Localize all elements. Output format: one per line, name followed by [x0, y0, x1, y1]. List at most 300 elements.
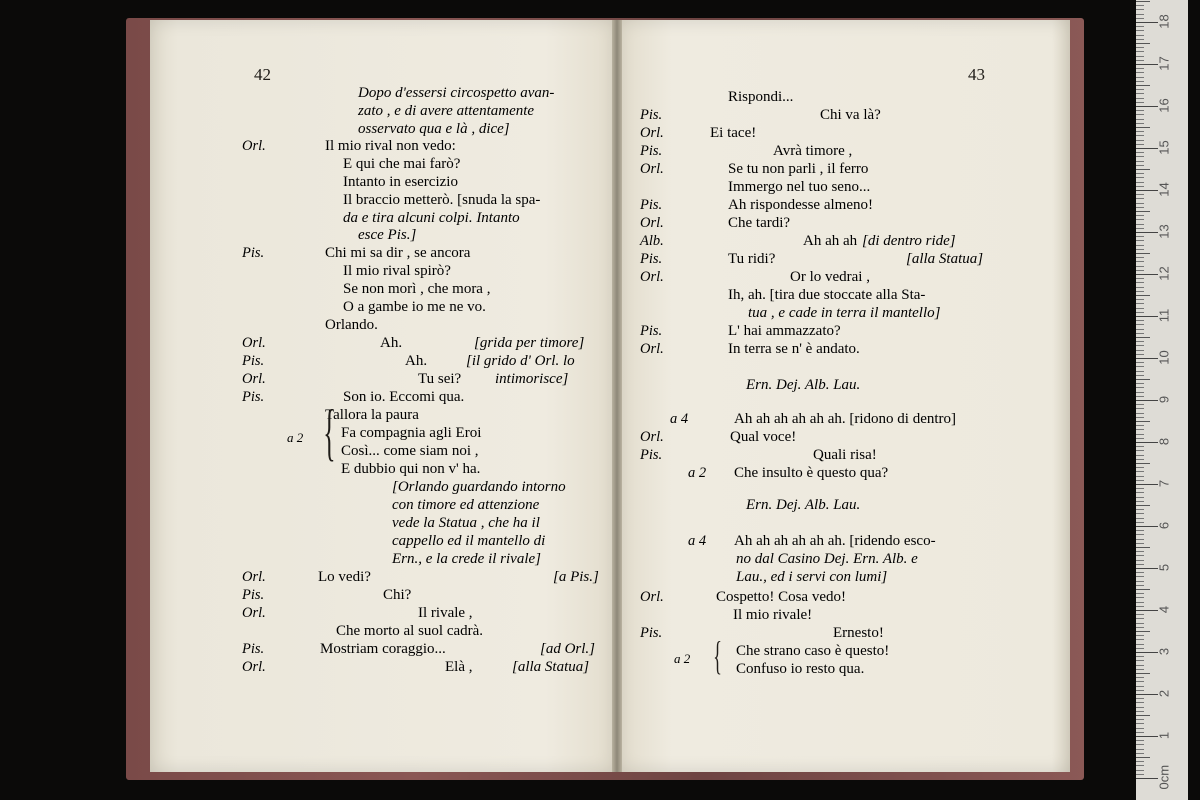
ruler-tick [1136, 497, 1144, 498]
ruler-tick [1136, 358, 1158, 359]
left-line-9: Chi mi sa dir , se ancora [325, 245, 471, 261]
ruler-number: 5 [1156, 563, 1172, 572]
ruler-tick [1136, 744, 1144, 745]
right-speaker-13: Pis. [640, 323, 663, 339]
ruler-tick [1136, 778, 1158, 779]
right-line-8: Ah ah ah [803, 233, 858, 249]
ruler-tick [1136, 749, 1144, 750]
left-line-2: osservato qua e là , dice] [358, 121, 510, 137]
left-line-17: Son io. Eccomi qua. [343, 389, 465, 405]
ruler-tick [1136, 585, 1144, 586]
ruler-number: 10 [1156, 350, 1172, 365]
left-stage-direction-31: [ad Orl.] [540, 641, 596, 657]
left-line-26: Ern., e la crede il rivale] [392, 551, 541, 567]
ruler-tick [1136, 610, 1158, 611]
ruler-tick [1136, 9, 1144, 10]
ruler-tick [1136, 207, 1144, 208]
left-line-13: Orlando. [325, 317, 378, 333]
left-speaker-9: Pis. [242, 245, 265, 261]
ruler-tick [1136, 644, 1144, 645]
left-line-15: Ah. [405, 353, 428, 369]
ruler-tick [1136, 429, 1144, 430]
ruler-tick [1136, 698, 1144, 699]
right-speaker-3: Pis. [640, 143, 663, 159]
ruler-tick [1136, 1, 1150, 2]
ruler-tick [1136, 110, 1144, 111]
ruler-tick [1136, 261, 1144, 262]
ruler-tick [1136, 156, 1144, 157]
ruler-tick [1136, 442, 1158, 443]
ruler-tick [1136, 568, 1158, 569]
ruler-tick [1136, 547, 1150, 548]
right-speaker-19: a 2 [688, 465, 707, 481]
left-line-1: zato , e di avere attentamente [358, 103, 535, 119]
ruler-tick [1136, 194, 1144, 195]
ruler-tick [1136, 320, 1144, 321]
ruler-tick [1136, 26, 1144, 27]
left-line-16: Tu sei? [418, 371, 462, 387]
ruler-tick [1136, 362, 1144, 363]
right-line-4: Se tu non parli , il ferro [728, 161, 869, 177]
ruler-tick [1136, 291, 1144, 292]
ruler-tick [1136, 81, 1144, 82]
left-speaker-15: Pis. [242, 353, 265, 369]
ruler-number: 0cm [1156, 764, 1172, 790]
right-line-13: L' hai ammazzato? [728, 323, 841, 339]
ruler-tick [1136, 421, 1150, 422]
ruler-tick [1136, 593, 1144, 594]
ruler-tick [1136, 190, 1158, 191]
right-line-12: tua , e cade in terra il mantello] [748, 305, 941, 321]
right-speaker-26: Pis. [640, 625, 663, 641]
ruler-tick [1136, 253, 1150, 254]
right-speaker-6: Pis. [640, 197, 663, 213]
ruler-tick [1136, 135, 1144, 136]
ruler-tick [1136, 765, 1144, 766]
ruler-tick [1136, 669, 1144, 670]
ruler-number: 8 [1156, 437, 1172, 446]
ruler-tick [1136, 375, 1144, 376]
left-line-3: Il mio rival non vedo: [325, 138, 456, 154]
ruler-tick [1136, 501, 1144, 502]
ruler-tick [1136, 144, 1144, 145]
ruler-tick [1136, 484, 1158, 485]
left-line-32: Elà , [445, 659, 473, 675]
right-speaker-21: a 4 [688, 533, 707, 549]
ruler-tick [1136, 173, 1144, 174]
right-speaker-8: Alb. [640, 233, 664, 249]
ruler-tick [1136, 488, 1144, 489]
ruler-tick [1136, 165, 1144, 166]
ruler-number: 1 [1156, 731, 1172, 740]
ruler-tick [1136, 400, 1158, 401]
ruler-tick [1136, 719, 1144, 720]
ruler-tick [1136, 47, 1144, 48]
right-speaker-14: Orl. [640, 341, 664, 357]
ruler-tick [1136, 526, 1158, 527]
ruler-tick [1136, 597, 1144, 598]
right-line-25: Il mio rivale! [733, 607, 813, 623]
ruler-tick [1136, 417, 1144, 418]
right-line-19: Che insulto è questo qua? [734, 465, 889, 481]
left-line-18: Tallora la paura [325, 407, 419, 423]
left-stage-direction-14: [grida per timore] [474, 335, 585, 351]
page-number-right: 43 [968, 65, 985, 84]
ruler-number: 18 [1156, 14, 1172, 29]
left-line-27: Lo vedi? [318, 569, 371, 585]
ruler-tick [1136, 240, 1144, 241]
ruler-tick [1136, 446, 1144, 447]
ruler-tick [1136, 106, 1158, 107]
ruler-tick [1136, 715, 1150, 716]
ruler-tick [1136, 85, 1150, 86]
left-line-11: Se non morì , che mora , [343, 281, 491, 297]
right-speaker-10: Orl. [640, 269, 664, 285]
left-line-12: O a gambe io me ne vo. [343, 299, 486, 315]
ruler-tick [1136, 408, 1144, 409]
ruler-tick [1136, 555, 1144, 556]
ruler-number: 6 [1156, 521, 1172, 530]
ruler-tick [1136, 392, 1144, 393]
ruler-tick [1136, 522, 1144, 523]
ruler-tick [1136, 618, 1144, 619]
left-stage-direction-16: intimorisce] [495, 371, 569, 387]
ruler-tick [1136, 341, 1144, 342]
left-stage-direction-32: [alla Statua] [512, 659, 590, 675]
ruler-tick [1136, 329, 1144, 330]
right-line-17: Qual voce! [730, 429, 797, 445]
right-line-22: no dal Casino Dej. Ern. Alb. e [736, 551, 918, 567]
right-line-27: Che strano caso è questo! [736, 643, 890, 659]
left-line-23: con timore ed attenzione [392, 497, 540, 513]
ruler-tick [1136, 459, 1144, 460]
right-speaker-24: Orl. [640, 589, 664, 605]
ruler-tick [1136, 245, 1144, 246]
ruler-tick [1136, 551, 1144, 552]
ruler-tick [1136, 89, 1144, 90]
ruler-tick [1136, 299, 1144, 300]
ruler-tick [1136, 728, 1144, 729]
ruler-tick [1136, 51, 1144, 52]
ruler-number: 15 [1156, 140, 1172, 155]
left-line-7: da e tira alcuni colpi. Intanto [343, 210, 520, 226]
ruler-tick [1136, 123, 1144, 124]
ruler-tick [1136, 602, 1144, 603]
ruler-tick [1136, 18, 1144, 19]
ruler-number: 12 [1156, 266, 1172, 281]
ruler-tick [1136, 308, 1144, 309]
right-speaker-1: Pis. [640, 107, 663, 123]
ruler-tick [1136, 639, 1144, 640]
ruler-tick [1136, 22, 1158, 23]
ruler-tick [1136, 177, 1144, 178]
ruler-tick [1136, 471, 1144, 472]
ruler-tick [1136, 324, 1144, 325]
ruler-tick [1136, 694, 1158, 695]
right-stage-direction-9: [alla Statua] [906, 251, 984, 267]
a2-label-right: a 2 [674, 651, 691, 666]
ruler-number: 4 [1156, 605, 1172, 614]
left-line-31: Mostriam coraggio... [320, 641, 446, 657]
left-line-22: [Orlando guardando intorno [392, 479, 566, 495]
page-number-left: 42 [254, 65, 271, 84]
ruler-tick [1136, 383, 1144, 384]
right-speaker-7: Orl. [640, 215, 664, 231]
ruler-tick [1136, 438, 1144, 439]
left-line-0: Dopo d'essersi circospetto avan- [358, 85, 555, 101]
ruler-tick [1136, 450, 1144, 451]
ruler-tick [1136, 186, 1144, 187]
ruler-tick [1136, 774, 1144, 775]
right-line-15: Ern. Dej. Alb. Lau. [746, 377, 861, 393]
ruler-tick [1136, 480, 1144, 481]
left-speaker-28: Pis. [242, 587, 265, 603]
ruler-tick [1136, 354, 1144, 355]
ruler-tick [1136, 274, 1158, 275]
ruler-tick [1136, 396, 1144, 397]
ruler-tick [1136, 518, 1144, 519]
left-speaker-31: Pis. [242, 641, 265, 657]
ruler-tick [1136, 543, 1144, 544]
book-gutter [612, 20, 622, 772]
left-line-28: Chi? [383, 587, 412, 603]
ruler-tick [1136, 148, 1158, 149]
ruler-number: 3 [1156, 647, 1172, 656]
right-speaker-2: Orl. [640, 125, 664, 141]
brace-left: { [323, 396, 336, 467]
left-speaker-3: Orl. [242, 138, 266, 154]
ruler-tick [1136, 198, 1144, 199]
right-speaker-16: a 4 [670, 411, 689, 427]
ruler-tick [1136, 30, 1144, 31]
left-line-4: E qui che mai farò? [343, 156, 461, 172]
left-line-25: cappello ed il mantello di [392, 533, 546, 549]
ruler-tick [1136, 606, 1144, 607]
right-stage-direction-8: [di dentro ride] [862, 233, 956, 249]
ruler-tick [1136, 589, 1150, 590]
ruler-tick [1136, 337, 1150, 338]
right-line-2: Ei tace! [710, 125, 757, 141]
ruler-tick [1136, 140, 1144, 141]
ruler-number: 11 [1156, 308, 1172, 323]
left-line-5: Intanto in esercizio [343, 174, 458, 190]
ruler-tick [1136, 761, 1144, 762]
ruler-tick [1136, 572, 1144, 573]
ruler-tick [1136, 98, 1144, 99]
right-line-14: In terra se n' è andato. [728, 341, 860, 357]
ruler-tick [1136, 39, 1144, 40]
ruler-tick [1136, 753, 1144, 754]
ruler-tick [1136, 295, 1150, 296]
ruler-tick [1136, 673, 1150, 674]
ruler-tick [1136, 677, 1144, 678]
ruler-tick [1136, 631, 1150, 632]
ruler-tick [1136, 623, 1144, 624]
right-line-18: Quali risa! [813, 447, 877, 463]
left-line-10: Il mio rival spirò? [343, 263, 451, 279]
ruler-tick [1136, 614, 1144, 615]
ruler-tick [1136, 119, 1144, 120]
ruler-tick [1136, 702, 1144, 703]
ruler-tick [1136, 102, 1144, 103]
ruler-tick [1136, 312, 1144, 313]
right-line-26: Ernesto! [833, 625, 884, 641]
ruler-tick [1136, 434, 1144, 435]
ruler-tick [1136, 5, 1144, 6]
right-line-28: Confuso io resto qua. [736, 661, 865, 677]
ruler-tick [1136, 266, 1144, 267]
ruler-tick [1136, 581, 1144, 582]
brace-right: { [713, 633, 722, 678]
left-line-6: Il braccio metterò. [snuda la spa- [343, 192, 541, 208]
ruler-tick [1136, 371, 1144, 372]
right-line-0: Rispondi... [728, 89, 794, 105]
ruler-tick [1136, 560, 1144, 561]
right-speaker-9: Pis. [640, 251, 663, 267]
left-line-30: Che morto al suol cadrà. [336, 623, 484, 639]
ruler-number: 17 [1156, 56, 1172, 71]
ruler-tick [1136, 43, 1150, 44]
ruler-tick [1136, 64, 1158, 65]
ruler-tick [1136, 35, 1144, 36]
ruler-tick [1136, 316, 1158, 317]
ruler-tick [1136, 287, 1144, 288]
left-speaker-32: Orl. [242, 659, 266, 675]
ruler-tick [1136, 345, 1144, 346]
left-line-14: Ah. [380, 335, 403, 351]
ruler-tick [1136, 652, 1158, 653]
ruler-tick [1136, 333, 1144, 334]
left-stage-direction-15: [il grido d' Orl. lo [466, 353, 575, 369]
ruler-tick [1136, 707, 1144, 708]
right-line-16: Ah ah ah ah ah ah. [ridono di dentro] [734, 411, 957, 427]
ruler-tick [1136, 463, 1150, 464]
left-stage-direction-27: [a Pis.] [553, 569, 599, 585]
ruler-tick [1136, 379, 1150, 380]
right-line-23: Lau., ed i servi con lumi] [736, 569, 888, 585]
right-line-10: Or lo vedrai , [790, 269, 870, 285]
ruler-tick [1136, 182, 1144, 183]
ruler-tick [1136, 770, 1144, 771]
right-line-5: Immergo nel tuo seno... [728, 179, 871, 195]
ruler-tick [1136, 627, 1144, 628]
ruler-tick [1136, 476, 1144, 477]
ruler-tick [1136, 278, 1144, 279]
right-line-21: Ah ah ah ah ah ah. [ridendo esco- [734, 533, 936, 549]
ruler-tick [1136, 72, 1144, 73]
ruler-tick [1136, 236, 1144, 237]
ruler-number: 13 [1156, 224, 1172, 239]
ruler-number: 7 [1156, 479, 1172, 488]
ruler-tick [1136, 576, 1144, 577]
ruler-tick [1136, 228, 1144, 229]
ruler-tick [1136, 534, 1144, 535]
ruler-tick [1136, 215, 1144, 216]
ruler-tick [1136, 686, 1144, 687]
ruler-tick [1136, 77, 1144, 78]
ruler-tick [1136, 203, 1144, 204]
ruler-tick [1136, 131, 1144, 132]
ruler-tick [1136, 740, 1144, 741]
left-line-24: vede la Statua , che ha il [392, 515, 540, 531]
ruler-tick [1136, 564, 1144, 565]
right-speaker-17: Orl. [640, 429, 664, 445]
ruler-tick [1136, 68, 1144, 69]
ruler-tick [1136, 366, 1144, 367]
left-speaker-16: Orl. [242, 371, 266, 387]
a2-label-left: a 2 [287, 430, 304, 445]
right-line-9: Tu ridi? [728, 251, 776, 267]
ruler-tick [1136, 690, 1144, 691]
right-line-6: Ah rispondesse almeno! [728, 197, 873, 213]
ruler-tick [1136, 723, 1144, 724]
ruler-tick [1136, 303, 1144, 304]
ruler-tick [1136, 114, 1144, 115]
ruler-number: 14 [1156, 182, 1172, 197]
ruler-tick [1136, 665, 1144, 666]
ruler-tick [1136, 224, 1144, 225]
left-speaker-14: Orl. [242, 335, 266, 351]
ruler-tick [1136, 56, 1144, 57]
ruler-tick [1136, 127, 1150, 128]
measurement-ruler [1136, 0, 1188, 800]
left-line-29: Il rivale , [418, 605, 473, 621]
ruler-tick [1136, 413, 1144, 414]
ruler-tick [1136, 656, 1144, 657]
ruler-tick [1136, 169, 1150, 170]
right-speaker-4: Orl. [640, 161, 664, 177]
ruler-tick [1136, 736, 1158, 737]
right-line-20: Ern. Dej. Alb. Lau. [746, 497, 861, 513]
ruler-tick [1136, 681, 1144, 682]
ruler-tick [1136, 505, 1150, 506]
ruler-tick [1136, 60, 1144, 61]
left-line-8: esce Pis.] [358, 227, 417, 243]
ruler-tick [1136, 492, 1144, 493]
ruler-tick [1136, 152, 1144, 153]
ruler-tick [1136, 467, 1144, 468]
ruler-tick [1136, 732, 1144, 733]
ruler-tick [1136, 455, 1144, 456]
left-line-21: E dubbio qui non v' ha. [341, 461, 481, 477]
ruler-tick [1136, 232, 1158, 233]
ruler-tick [1136, 14, 1144, 15]
ruler-number: 2 [1156, 689, 1172, 698]
right-line-1: Chi va là? [820, 107, 881, 123]
ruler-tick [1136, 387, 1144, 388]
ruler-tick [1136, 660, 1144, 661]
left-speaker-27: Orl. [242, 569, 266, 585]
ruler-tick [1136, 404, 1144, 405]
left-speaker-17: Pis. [242, 389, 265, 405]
ruler-tick [1136, 539, 1144, 540]
ruler-tick [1136, 509, 1144, 510]
ruler-tick [1136, 270, 1144, 271]
right-line-11: Ih, ah. [tira due stoccate alla Sta- [728, 287, 926, 303]
ruler-tick [1136, 211, 1150, 212]
ruler-tick [1136, 648, 1144, 649]
right-line-7: Che tardi? [728, 215, 791, 231]
ruler-tick [1136, 93, 1144, 94]
ruler-tick [1136, 161, 1144, 162]
ruler-tick [1136, 350, 1144, 351]
ruler-tick [1136, 530, 1144, 531]
left-line-20: Così... come siam noi , [341, 443, 479, 459]
ruler-tick [1136, 757, 1150, 758]
left-line-19: Fa compagnia agli Eroi [341, 425, 482, 441]
ruler-tick [1136, 513, 1144, 514]
ruler-tick [1136, 425, 1144, 426]
